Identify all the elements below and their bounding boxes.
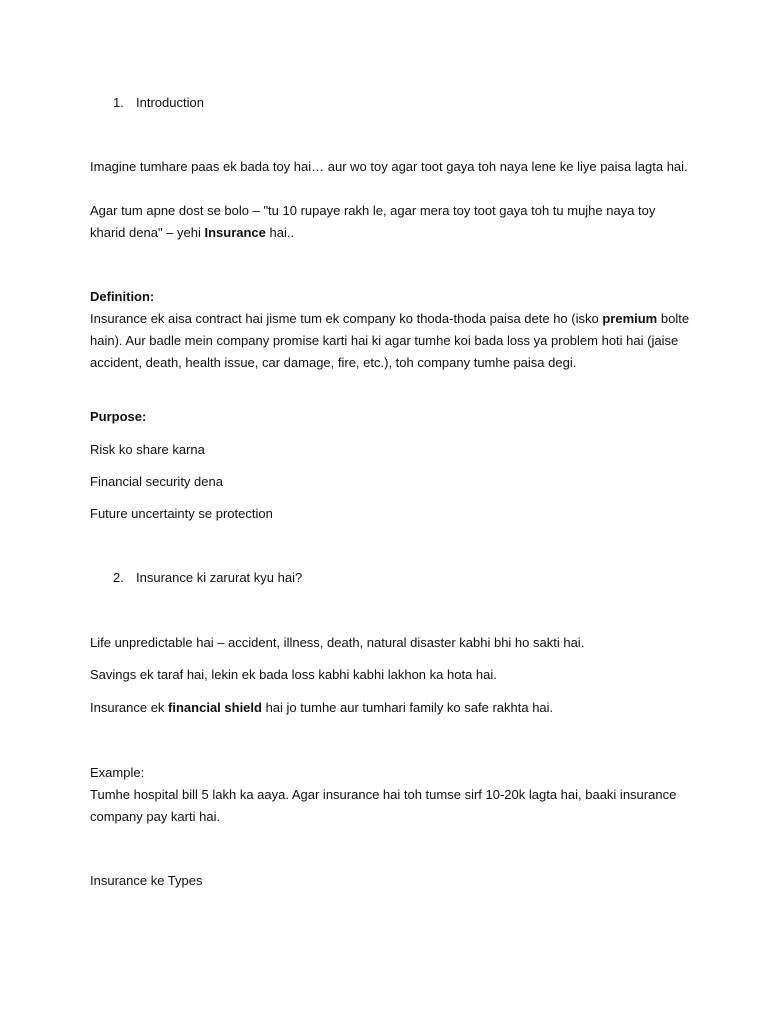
definition-label: Definition: [90, 289, 155, 304]
intro-paragraph-2 [90, 200, 690, 244]
heading-introduction [113, 92, 204, 114]
purpose-item: Financial security dena [90, 474, 223, 489]
need-item: Life unpredictable hai – accident, illness, death, natural disaster kabhi bhi ho sakti hai. [90, 635, 585, 650]
purpose-item: Future uncertainty se protection [90, 506, 273, 521]
example-paragraph: Tumhe hospital bill 5 lakh ka aaya. Agar insurance hai toh tumse sirf 10-20k lagta hai, baaki insurance company pay karti hai. [90, 787, 677, 824]
need-item: Insurance ek financial shield hai jo tumhe aur tumhari family ko safe rakhta hai. [90, 700, 554, 715]
heading-need [113, 567, 302, 589]
heading-text: Insurance ki zarurat kyu hai? [136, 570, 303, 585]
example-label: Example: [90, 765, 145, 780]
heading-number: 2. [113, 570, 124, 585]
need-item: Savings ek taraf hai, lekin ek bada loss kabhi kabhi lakhon ka hota hai. [90, 667, 497, 682]
types-heading: Insurance ke Types [90, 873, 203, 888]
premium-bold-term: premium [602, 311, 658, 326]
purpose-item: Risk ko share karna [90, 442, 205, 457]
intro-text-after: hai.. [265, 225, 295, 240]
heading-text: Introduction [136, 95, 204, 110]
intro-text-before: Agar tum apne dost se bolo – "tu 10 rupaye rakh le, agar mera toy toot gaya toh tu mujhe naya toy kharid dena" – yehi [90, 203, 656, 240]
definition-text-after: bolte hain). Aur badle mein company promise karti hai ki agar tumhe koi bada loss ya problem hoti hai (jaise accident, death, health issue, car damage, fire, etc.), toh company tumhe paisa degi. [90, 311, 690, 370]
financial-shield-bold-term: financial shield [168, 700, 262, 715]
definition-paragraph [90, 308, 690, 374]
intro-paragraph-1: Imagine tumhare paas ek bada toy hai… aur wo toy agar toot gaya toh naya lene ke liye paisa lagta hai. [90, 159, 688, 174]
definition-text-before: Insurance ek aisa contract hai jisme tum ek company ko thoda-thoda paisa dete ho (isko [90, 311, 603, 326]
purpose-label: Purpose: [90, 409, 147, 424]
insurance-bold-term: Insurance [204, 225, 266, 240]
heading-number: 1. [113, 95, 124, 110]
